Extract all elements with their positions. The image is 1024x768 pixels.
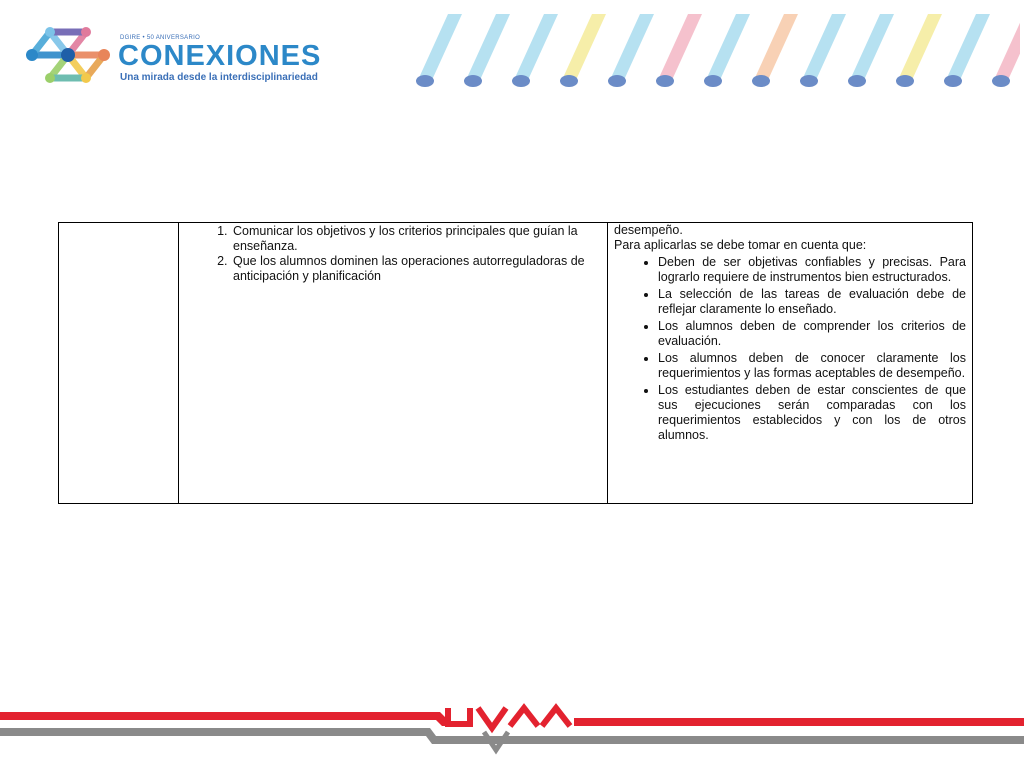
stripe-dot xyxy=(800,75,818,87)
footer-banner xyxy=(0,688,1024,768)
footer-gray-band xyxy=(0,728,1024,744)
list-item: • Los estudiantes deben de estar conscientes de que sus ejecuciones serán comparadas con los requerimientos establecidos y con los de otros alumnos. xyxy=(658,383,966,443)
stripe-dot xyxy=(512,75,530,87)
stripe-dot xyxy=(608,75,626,87)
stripe-dot xyxy=(752,75,770,87)
stripe xyxy=(898,14,942,80)
stripe xyxy=(466,14,510,80)
table-cell-empty xyxy=(59,223,179,504)
stripe-dot xyxy=(848,75,866,87)
stripe xyxy=(706,14,750,80)
stripe-dot xyxy=(896,75,914,87)
stripe xyxy=(562,14,606,80)
table-row xyxy=(59,223,973,504)
stripe-dot xyxy=(944,75,962,87)
stripe xyxy=(850,14,894,80)
stripe-dot xyxy=(416,75,434,87)
stripe xyxy=(802,14,846,80)
stripe-dot xyxy=(560,75,578,87)
requirements-list xyxy=(636,255,966,443)
text-line: Para aplicarlas se debe tomar en cuenta que: xyxy=(614,238,867,252)
logo-subtitle: Una mirada desde la interdisciplinariedad xyxy=(120,72,318,83)
list-item: • Los alumnos deben de conocer claramente los requerimientos y las formas aceptables de desempeño. xyxy=(658,351,966,381)
stripe-dot xyxy=(656,75,674,87)
stripe xyxy=(994,14,1020,80)
stripe xyxy=(514,14,558,80)
stripe xyxy=(754,14,798,80)
stripe-dot xyxy=(992,75,1010,87)
list-item: • La selección de las tareas de evaluación debe de reflejar claramente lo enseñado. xyxy=(658,287,966,317)
decorative-stripes xyxy=(410,10,1020,90)
stripe xyxy=(946,14,990,80)
stripe xyxy=(418,14,462,80)
logo-title: CONEXIONES xyxy=(118,40,322,72)
list-item: • Deben de ser objetivas confiables y precisas. Para lograrlo requiere de instrumentos bien estructurados. xyxy=(658,255,966,285)
objectives-list xyxy=(211,224,599,284)
list-item: • Los alumnos deben de comprender los criterios de evaluación. xyxy=(658,319,966,349)
list-item: 1. Comunicar los objetivos y los criterios principales que guían la enseñanza. xyxy=(231,224,599,254)
stripe-dot xyxy=(704,75,722,87)
network-logo-icon xyxy=(20,22,116,88)
stripe xyxy=(610,14,654,80)
table-cell-objectives xyxy=(179,223,608,504)
conexiones-logo xyxy=(20,22,380,92)
list-item: 2. Que los alumnos dominen las operaciones autorreguladoras de anticipación y planificación xyxy=(231,254,599,284)
table-cell-evaluation xyxy=(608,223,973,504)
content-table xyxy=(58,222,973,504)
stripe xyxy=(658,14,702,80)
stripe-dot xyxy=(464,75,482,87)
logo-anniversary-text: DGIRE • 50 ANIVERSARIO xyxy=(120,35,201,41)
text-line: desempeño. xyxy=(614,223,683,237)
